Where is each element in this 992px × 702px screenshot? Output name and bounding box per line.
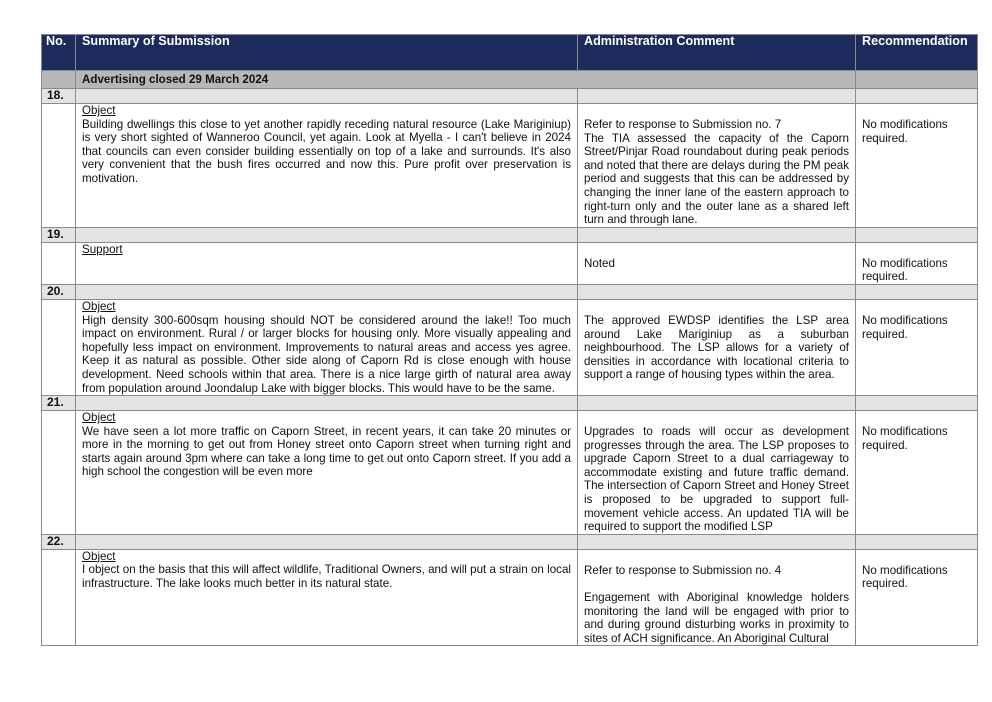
submission-number: 18. [42,89,76,104]
summary-text: Building dwellings this close to yet another rapidly receding natural resource (Lake Mariginiup) is very short sighted of Wanneroo Council, yet again. Look at Myella - I can't believe in 2024 that councils can even consider building essentially on top of a lake and surrounds. It's also very convenient that the bush fires occurred and now this. Pure profit over preservation is motivation. [82,117,571,185]
submission-number: 21. [42,396,76,411]
submission-type: Object [82,411,116,425]
comment-text: Refer to response to Submission no. 4 [584,563,782,577]
submission-type: Object [82,299,116,313]
table-row-number [42,396,978,411]
submission-type: Support [82,242,123,256]
submission-type: Object [82,549,116,563]
summary-text: High density 300-600sqm housing should NOT be considered around the lake!! Too much impact on environment. Rural / or larger blocks for housing only. More visually appealing and hopefully less impact on environment. Improvements to natural areas and access yes agree. Keep it as natural as possible. Other side along of Caporn Rd is close enough with house development. Need schools within that area. There is a nice large girth of natural area away from population around Joondalup Lake with bigger blocks. This would have to be the same. [82,313,571,395]
recommendation-text: No modifications required. [856,549,978,646]
comment-text: Refer to response to Submission no. 7 [584,118,782,131]
comment-cell [578,549,856,646]
summary-cell [76,242,578,284]
header-no: No. [42,35,76,71]
recommendation-text: No modifications required. [856,411,978,535]
table-row-number [42,534,978,549]
submissions-table [41,34,978,646]
summary-cell [76,299,578,395]
advertising-label: Advertising closed 29 March 2024 [76,71,856,89]
summary-text: I object on the basis that this will affect wildlife, Traditional Owners, and will put a strain on local infrastructure. The lake looks much better in its natural state. [82,563,571,591]
table-row [42,299,978,395]
recommendation-text: No modifications required. [856,299,978,395]
header-summary: Summary of Submission [76,35,578,71]
comment-text-2: The TIA assessed the capacity of the Caporn Street/Pinjar Road roundabout during peak periods and noted that there are delays during the PM peak period and suggests that this can be addressed by changing the inner lane of the eastern approach to right-turn only and the outer lane as a shared left turn and through lane. [584,131,849,227]
table-row-number [42,227,978,242]
submission-type: Object [82,104,116,117]
comment-cell [578,104,856,228]
summary-cell [76,549,578,646]
submission-number: 19. [42,227,76,242]
table-row-number [42,89,978,104]
table-header [42,35,978,71]
table-row [42,242,978,284]
submission-number: 22. [42,534,76,549]
comment-text: Noted [578,242,856,284]
advertising-row [42,71,978,89]
header-recommendation: Recommendation [856,35,978,71]
comment-text: The approved EWDSP identifies the LSP area around Lake Mariginiup as a suburban neighbourhood. The LSP allows for a variety of densities in accordance with locational criteria to support a range of housing types within the area. [578,299,856,395]
table-row [42,104,978,228]
summary-cell [76,104,578,228]
recommendation-text: No modifications required. [856,242,978,284]
summary-text: We have seen a lot more traffic on Caporn Street, in recent years, it can take 20 minutes or more in the morning to get out from Honey street onto Caporn street when turning right and starts again around 3pm where can take a long time to get out onto Caporn street. If you add a high school the congestion will be even more [82,424,571,479]
comment-text: Upgrades to roads will occur as development progresses through the area. The LSP proposes to upgrade Caporn Street to a dual carriageway to accommodate existing and future traffic demand. The intersection of Caporn Street and Honey Street is proposed to be upgraded to support full-movement vehicle access. An updated TIA will be required to support the modified LSP [578,411,856,535]
submission-number: 20. [42,284,76,299]
table-row [42,549,978,646]
comment-text-2: Engagement with Aboriginal knowledge holders monitoring the land will be engaged with prior to and during ground disturbing works in proximity to sites of ACH significance. An Aboriginal Cultural [584,591,849,645]
summary-cell [76,411,578,535]
table-row [42,411,978,535]
recommendation-text: No modifications required. [856,104,978,228]
header-admin: Administration Comment [578,35,856,71]
table-row-number [42,284,978,299]
